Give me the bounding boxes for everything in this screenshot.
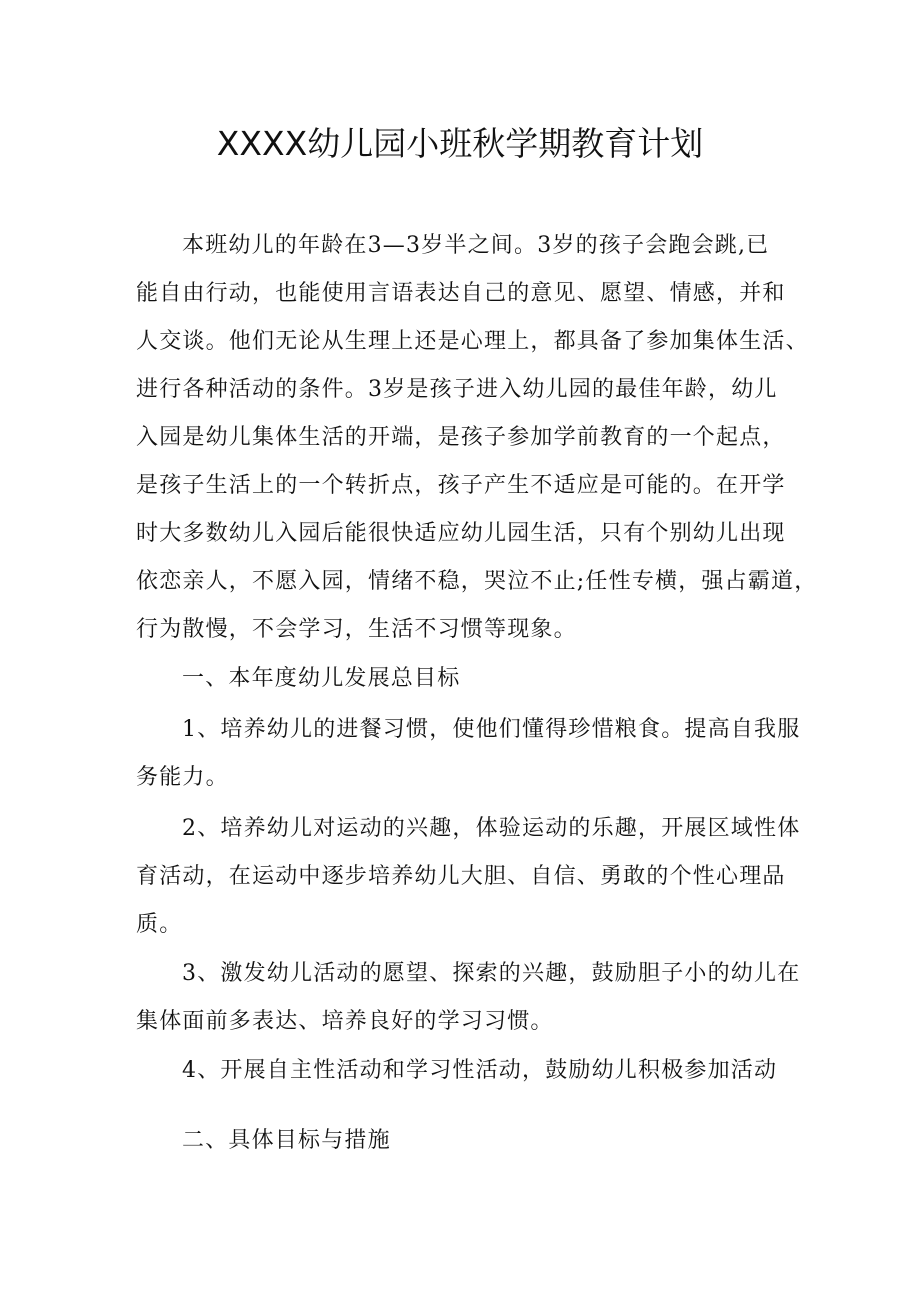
- goal-line: 2、培养幼儿对运动的兴趣，体验运动的乐趣，开展区域性体: [182, 816, 801, 841]
- section1-heading-block: [136, 655, 796, 703]
- intro-line: 依恋亲人，不愿入园，情绪不稳，哭泣不止;任性专横，强占霸道，: [136, 569, 818, 594]
- document-title: XXXX幼儿园小班秋学期教育计划: [216, 124, 704, 163]
- goal-line: 4、开展自主性活动和学习性活动，鼓励幼儿积极参加活动: [182, 1058, 778, 1083]
- intro-line: 时大多数幼儿入园后能很快适应幼儿园生活，只有个别幼儿出现: [136, 521, 786, 546]
- goal-line: 育活动，在运动中逐步培养幼儿大胆、自信、勇敢的个性心理品: [136, 864, 786, 889]
- intro-line: 行为散慢，不会学习，生活不习惯等现象。: [136, 617, 577, 642]
- intro-line: 进行各种活动的条件。3岁是孩子进入幼儿园的最佳年龄，幼儿: [136, 377, 778, 402]
- section-heading: 一、本年度幼儿发展总目标: [182, 666, 461, 691]
- section-heading: 二、具体目标与措施: [182, 1128, 391, 1153]
- intro-paragraph: [136, 222, 818, 654]
- goal4-paragraph: [136, 1047, 796, 1095]
- intro-line: 人交谈。他们无论从生理上还是心理上，都具备了参加集体生活、: [136, 329, 809, 354]
- goal-line: 1、培养幼儿的进餐习惯，使他们懂得珍惜粮食。提高自我服: [182, 717, 801, 742]
- goal-line: 集体面前多表达、培养良好的学习习惯。: [136, 1009, 554, 1034]
- goal1-paragraph: [136, 706, 801, 802]
- goal-line: 3、激发幼儿活动的愿望、探索的兴趣，鼓励胆子小的幼儿在: [182, 961, 801, 986]
- intro-line: 入园是幼儿集体生活的开端，是孩子参加学前教育的一个起点，: [136, 425, 786, 450]
- section2-heading-block: [136, 1117, 796, 1165]
- goal3-paragraph: [136, 950, 801, 1046]
- intro-line: 是孩子生活上的一个转折点，孩子产生不适应是可能的。在开学: [136, 473, 786, 498]
- goal-line: 质。: [136, 912, 183, 937]
- intro-line: 能自由行动，也能使用言语表达自己的意见、愿望、情感，并和: [136, 281, 786, 306]
- goal2-paragraph: [136, 805, 801, 949]
- intro-line: 本班幼儿的年龄在3—3岁半之间。3岁的孩子会跑会跳,已: [182, 233, 770, 258]
- goal-line: 务能力。: [136, 765, 229, 790]
